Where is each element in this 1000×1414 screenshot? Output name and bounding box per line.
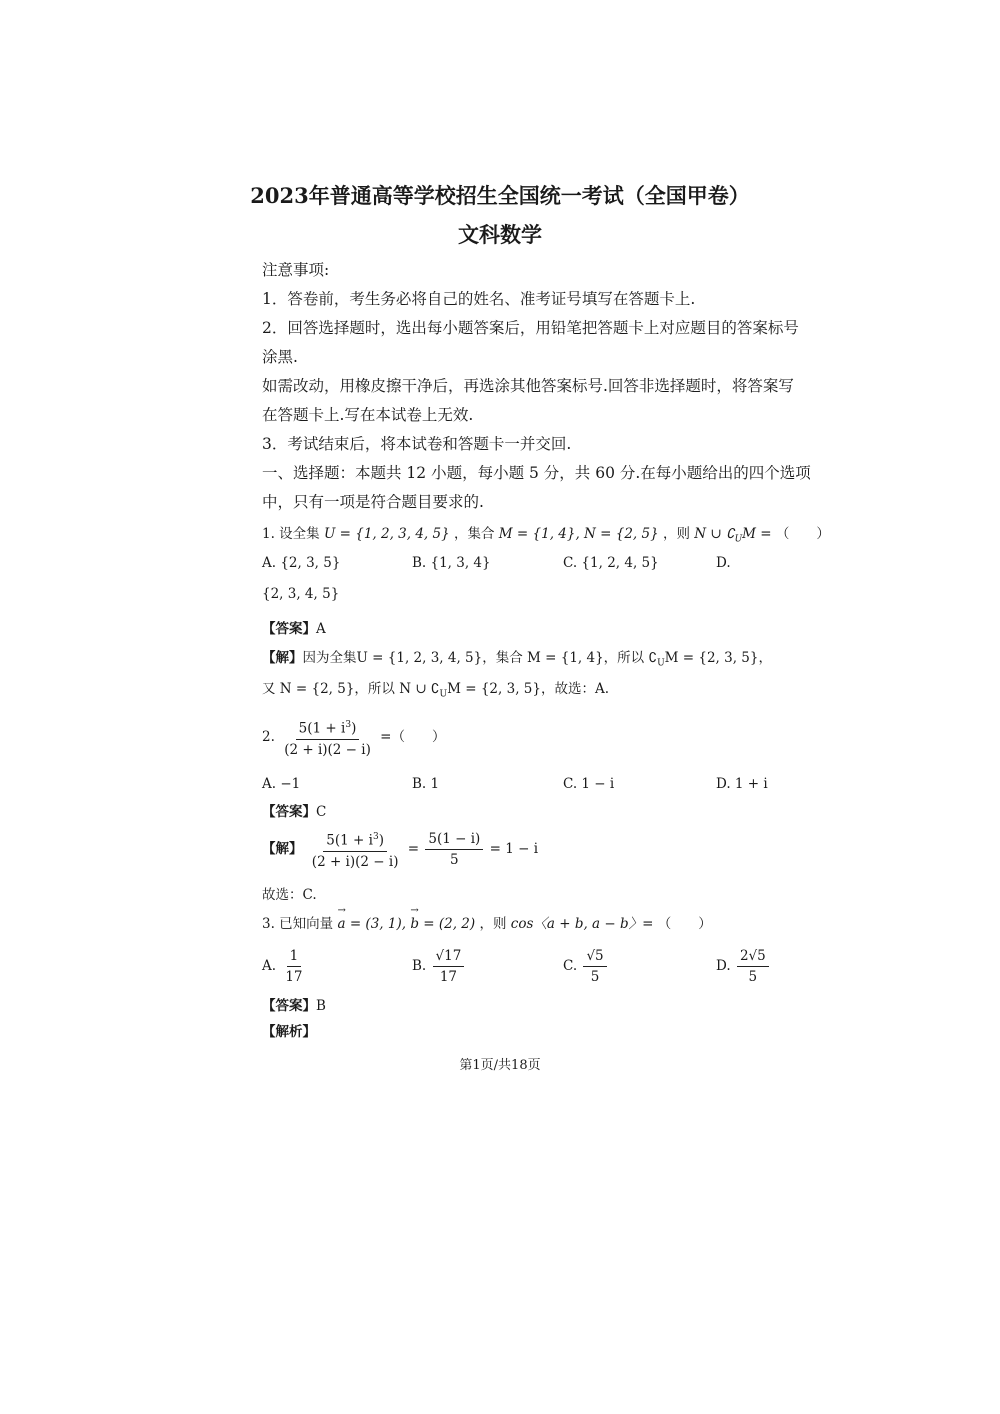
q1-answer-label: 【答案】 (262, 621, 316, 637)
q1-option-a: A. {2, 3, 5} (262, 555, 341, 571)
section-1-line-1: 一、选择题：本题共 12 小题，每小题 5 分，共 60 分.在每小题给出的四个选项 (262, 464, 811, 482)
q1-universal-set: U = {1, 2, 3, 4, 5} (323, 526, 450, 542)
notice-item-1-text: 1．答卷前，考生务必将自己的姓名、准考证号填写在答题卡上. (262, 290, 696, 308)
q2-solution (262, 828, 538, 871)
q3-option-b-label: B. (412, 958, 427, 974)
q2-num-end: ) (351, 720, 357, 737)
q1-expr-end: M = (742, 526, 772, 542)
q2-sol-equals: = (407, 840, 420, 857)
q3-option-c-label: C. (563, 958, 578, 974)
q3-option-c (563, 947, 609, 986)
q2-sol-num-text: 5(1 + i (326, 832, 373, 849)
q1-option-d: D. (716, 555, 731, 571)
q2-fraction (281, 716, 374, 759)
notice-item-3: 3．考试结束后，将本试卷和答题卡一并交回. (262, 435, 572, 453)
q1-prefix: 1. 设全集 (262, 526, 320, 542)
q2-option-c: C. 1 − i (563, 776, 615, 792)
q3-answer-value: B (316, 998, 326, 1014)
q3-vector-b: → b (410, 916, 419, 932)
notice-heading: 注意事项: (262, 261, 330, 279)
q3-option-d-fraction (737, 947, 769, 986)
q2-sol-frac2-denominator: 5 (450, 851, 459, 868)
q2-sol-frac1-numerator (323, 828, 387, 852)
q1-stem (262, 522, 830, 545)
q2-num-text: 5(1 + i (298, 720, 346, 737)
q2-solution-label: 【解】 (262, 840, 303, 857)
q3-prefix: 3. 已知向量 (262, 916, 334, 932)
q3-option-a-num: 1 (287, 947, 302, 967)
q1-option-d-value: {2, 3, 4, 5} (262, 586, 340, 602)
q1-expr (694, 526, 772, 545)
q2-option-d: D. 1 + i (716, 776, 768, 792)
q1-solution-sub-2: U (439, 689, 448, 700)
q1-sets: M = {1, 4}, N = {2, 5} (498, 526, 659, 542)
q2-fraction-denominator: (2 + i)(2 − i) (284, 741, 371, 758)
q2-conclusion: 故选：C. (262, 887, 317, 903)
q3-option-a (262, 947, 308, 986)
q1-option-b: B. {1, 3, 4} (412, 555, 491, 571)
notice-item-1 (262, 287, 695, 309)
notice-item-2-line-2: 涂黑. (262, 348, 298, 366)
exam-subtitle: 文科数学 (458, 222, 542, 247)
q2-answer (262, 800, 326, 820)
q3-stem (262, 912, 712, 932)
q2-sol-frac1-denominator: (2 + i)(2 − i) (311, 853, 399, 870)
q3-answer (262, 994, 326, 1014)
q1-expr-sub: U (734, 534, 743, 545)
section-1-line-2: 中，只有一项是符合题目要求的. (262, 493, 484, 511)
q1-answer (262, 617, 326, 637)
page-footer: 第1页/共18页 (459, 1058, 541, 1073)
q2-solution-fraction-2 (425, 830, 483, 869)
q1-solution-line-1 (262, 646, 772, 669)
q1-solution-line-2 (262, 677, 609, 700)
q3-option-b-fraction (433, 947, 465, 986)
q1-answer-value: A (316, 621, 326, 637)
q3-option-d-num: 2√5 (737, 947, 769, 967)
q2-option-a: A. −1 (262, 776, 301, 792)
q2-answer-value: C (316, 804, 327, 820)
notice-item-2-line-4: 在答题卡上.写在本试卷上无效. (262, 406, 474, 424)
q3-option-c-den: 5 (590, 969, 600, 985)
q1-expr-start: N ∪ ∁ (694, 526, 735, 542)
q3-analysis-label: 【解析】 (262, 1024, 316, 1040)
q3-vector-a-value: = (3, 1), (345, 916, 411, 932)
q3-option-d-den: 5 (748, 969, 758, 985)
q3-option-c-num: √5 (583, 947, 606, 967)
q1-then: ，则 (662, 526, 690, 542)
exam-title: 2023年普通高等学校招生全国统一考试（全国甲卷） (250, 183, 750, 208)
q3-option-d-label: D. (716, 958, 731, 974)
q1-solution-text-2: 又 N = {2, 5}，所以 N ∪ ∁ (262, 681, 440, 697)
q3-option-b (412, 947, 466, 986)
q1-paren: （ ） (775, 526, 830, 542)
q3-option-b-den: 17 (439, 969, 457, 985)
q3-option-d (716, 947, 771, 986)
notice-item-2-line-3: 如需改动，用橡皮擦干净后，再选涂其他答案标号.回答非选择题时，将答案写 (262, 377, 794, 395)
q2-answer-label: 【答案】 (262, 804, 316, 820)
q1-solution-label: 【解】 (262, 650, 303, 666)
q2-fraction-numerator (296, 716, 360, 740)
q1-option-c: C. {1, 2, 4, 5} (563, 555, 659, 571)
notice-item-2-line-1: 2．回答选择题时，选出每小题答案后，用铅笔把答题卡上对应题目的答案标号 (262, 319, 799, 337)
q2-option-b: B. 1 (412, 776, 440, 792)
q1-solution-end-1: M = {2, 3, 5}， (664, 650, 772, 666)
q2-sol-result: = 1 − i (489, 840, 539, 857)
q3-vector-b-value: = (2, 2) (418, 916, 476, 932)
q3-vector-a: → a (337, 916, 345, 932)
q3-option-a-den: 17 (285, 969, 303, 985)
q2-solution-fraction-1 (309, 828, 402, 871)
q3-option-a-label: A. (262, 958, 277, 974)
q3-paren: （ ） (657, 916, 712, 932)
q2-sol-num-sup: 3 (372, 832, 379, 842)
q2-number: 2. (262, 728, 275, 745)
q3-answer-label: 【答案】 (262, 998, 316, 1014)
q2-num-sup: 3 (345, 720, 352, 730)
q3-option-a-fraction (282, 947, 305, 986)
q1-mid: ，集合 (454, 526, 495, 542)
q2-sol-frac2-numerator: 5(1 − i) (425, 830, 483, 850)
q1-solution-sub-1: U (657, 658, 665, 669)
q1-solution-text-1: 因为全集U = {1, 2, 3, 4, 5}，集合 M = {1, 4}，所以 ∁ (302, 650, 658, 666)
q3-then: ，则 (479, 916, 507, 932)
q3-cos-expr: cos〈a + b, a − b〉= (510, 916, 654, 932)
q2-sol-num-end: ) (378, 832, 384, 849)
q2-stem-end: =（ ） (380, 728, 446, 745)
q1-solution-end-2: M = {2, 3, 5}，故选：A. (447, 681, 609, 697)
q2-stem (262, 716, 445, 759)
q3-option-b-num: √17 (433, 947, 465, 967)
q3-option-c-fraction (583, 947, 606, 986)
